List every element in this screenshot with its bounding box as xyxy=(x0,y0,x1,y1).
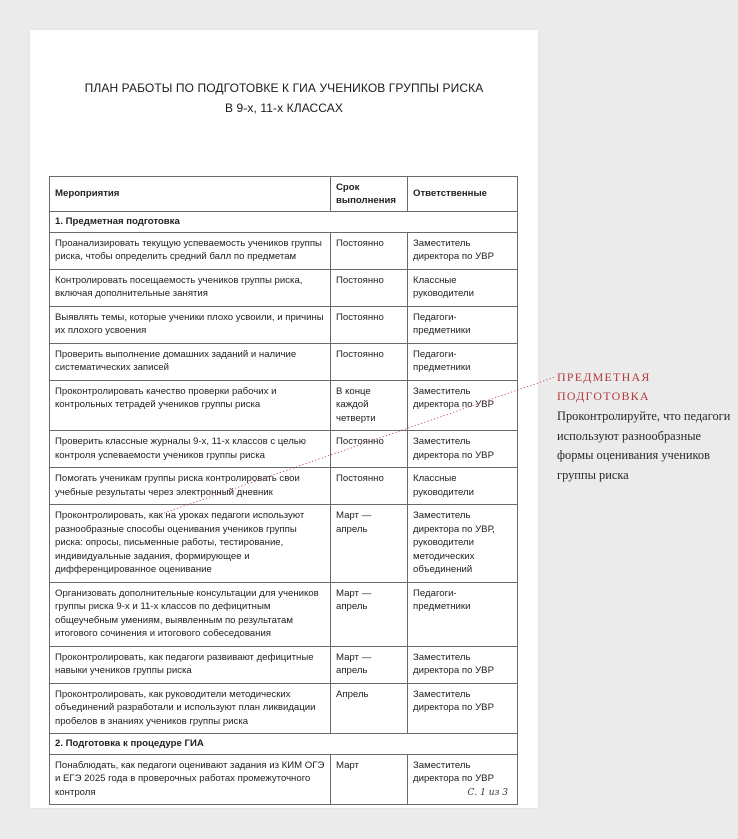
header-responsible: Ответственные xyxy=(408,177,518,212)
table-row xyxy=(50,431,518,468)
table-row xyxy=(50,505,518,583)
table-row xyxy=(50,754,518,805)
cell-deadline: Постоянно xyxy=(331,343,408,380)
cell-activity: Понаблюдать, как педагоги оценивают задания из КИМ ОГЭ и ЕГЭ 2025 года в проверочных работах промежуточного контроля xyxy=(50,754,331,805)
cell-responsible: Заместитель директора по УВР xyxy=(408,232,518,269)
table-row xyxy=(50,380,518,431)
cell-activity: Проверить классные журналы 9-х, 11-х классов с целью контроля успеваемости учеников группы риска xyxy=(50,431,331,468)
table-row xyxy=(50,306,518,343)
cell-deadline: Март — апрель xyxy=(331,505,408,583)
section-row xyxy=(50,734,518,755)
cell-deadline: Постоянно xyxy=(331,431,408,468)
cell-activity: Помогать ученикам группы риска контролировать свои учебные результаты через электронный дневник xyxy=(50,468,331,505)
table-header-row xyxy=(50,177,518,212)
cell-deadline: Март xyxy=(331,754,408,805)
section-row xyxy=(50,212,518,233)
cell-activity: Контролировать посещаемость учеников группы риска, включая дополнительные занятия xyxy=(50,269,331,306)
cell-responsible: Заместитель директора по УВР xyxy=(408,683,518,734)
table-row xyxy=(50,343,518,380)
cell-responsible: Педагоги-предметники xyxy=(408,582,518,646)
cell-responsible: Классные руководители xyxy=(408,468,518,505)
cell-deadline: Постоянно xyxy=(331,269,408,306)
table-row xyxy=(50,683,518,734)
cell-responsible: Педагоги-предметники xyxy=(408,343,518,380)
cell-activity: Проконтролировать, как на уроках педагоги используют разнообразные способы оценивания учеников группы риска: опросы, письменные работы, тестирование, индивидуальные задания, формирующее и дифференцированное оценивание xyxy=(50,505,331,583)
header-activities: Мероприятия xyxy=(50,177,331,212)
document-page xyxy=(30,30,538,808)
side-note-title: ПРЕДМЕТНАЯ ПОДГОТОВКА xyxy=(557,370,651,403)
cell-activity: Проверить выполнение домашних заданий и наличие систематических записей xyxy=(50,343,331,380)
cell-responsible: Заместитель директора по УВР xyxy=(408,754,518,805)
header-deadline: Срок выполнения xyxy=(331,177,408,212)
table-row xyxy=(50,582,518,646)
cell-responsible: Классные руководители xyxy=(408,269,518,306)
cell-activity: Проконтролировать, как руководители методических объединений разработали и используют план ликвидации пробелов в знаниях учеников группы риска xyxy=(50,683,331,734)
cell-responsible: Заместитель директора по УВР xyxy=(408,431,518,468)
plan-table-body xyxy=(50,177,518,805)
side-note-text: Проконтролируйте, что педагоги используют разнообразные формы оценивания учеников группы риска xyxy=(557,409,731,482)
section-title: 1. Предметная подготовка xyxy=(50,212,518,233)
cell-responsible: Заместитель директора по УВР xyxy=(408,646,518,683)
cell-responsible: Педагоги-предметники xyxy=(408,306,518,343)
cell-deadline: Постоянно xyxy=(331,232,408,269)
document-title-line-2: В 9-х, 11-х КЛАССАХ xyxy=(224,101,344,115)
plan-table xyxy=(49,176,518,805)
cell-activity: Проконтролировать, как педагоги развивают дефицитные навыки учеников группы риска xyxy=(50,646,331,683)
table-row xyxy=(50,269,518,306)
cell-deadline: Март — апрель xyxy=(331,646,408,683)
table-row xyxy=(50,646,518,683)
cell-activity: Проконтролировать качество проверки рабочих и контрольных тетрадей учеников группы риска xyxy=(50,380,331,431)
cell-activity: Организовать дополнительные консультации для учеников группы риска 9-х и 11-х классов по дефицитным общеучебным умениям, выявленным по результатам итогового сочинения и итогового собеседования xyxy=(50,582,331,646)
cell-deadline: Март — апрель xyxy=(331,582,408,646)
cell-deadline: Постоянно xyxy=(331,468,408,505)
section-title: 2. Подготовка к процедуре ГИА xyxy=(50,734,518,755)
table-row xyxy=(50,468,518,505)
page-number: С. 1 из 3 xyxy=(467,788,508,798)
cell-deadline: Постоянно xyxy=(331,306,408,343)
table-row xyxy=(50,232,518,269)
cell-deadline: Апрель xyxy=(331,683,408,734)
document-title-line-1: ПЛАН РАБОТЫ ПО ПОДГОТОВКЕ К ГИА УЧЕНИКОВ ГРУППЫ РИСКА xyxy=(84,81,484,95)
cell-activity: Выявлять темы, которые ученики плохо усвоили, и причины их плохого усвоения xyxy=(50,306,331,343)
cell-deadline: В конце каждой четверти xyxy=(331,380,408,431)
cell-responsible: Заместитель директора по УВР xyxy=(408,380,518,431)
cell-activity: Проанализировать текущую успеваемость учеников группы риска, чтобы определить средний балл по предметам xyxy=(50,232,331,269)
cell-responsible: Заместитель директора по УВР, руководители методических объединений xyxy=(408,505,518,583)
side-note xyxy=(557,368,732,485)
